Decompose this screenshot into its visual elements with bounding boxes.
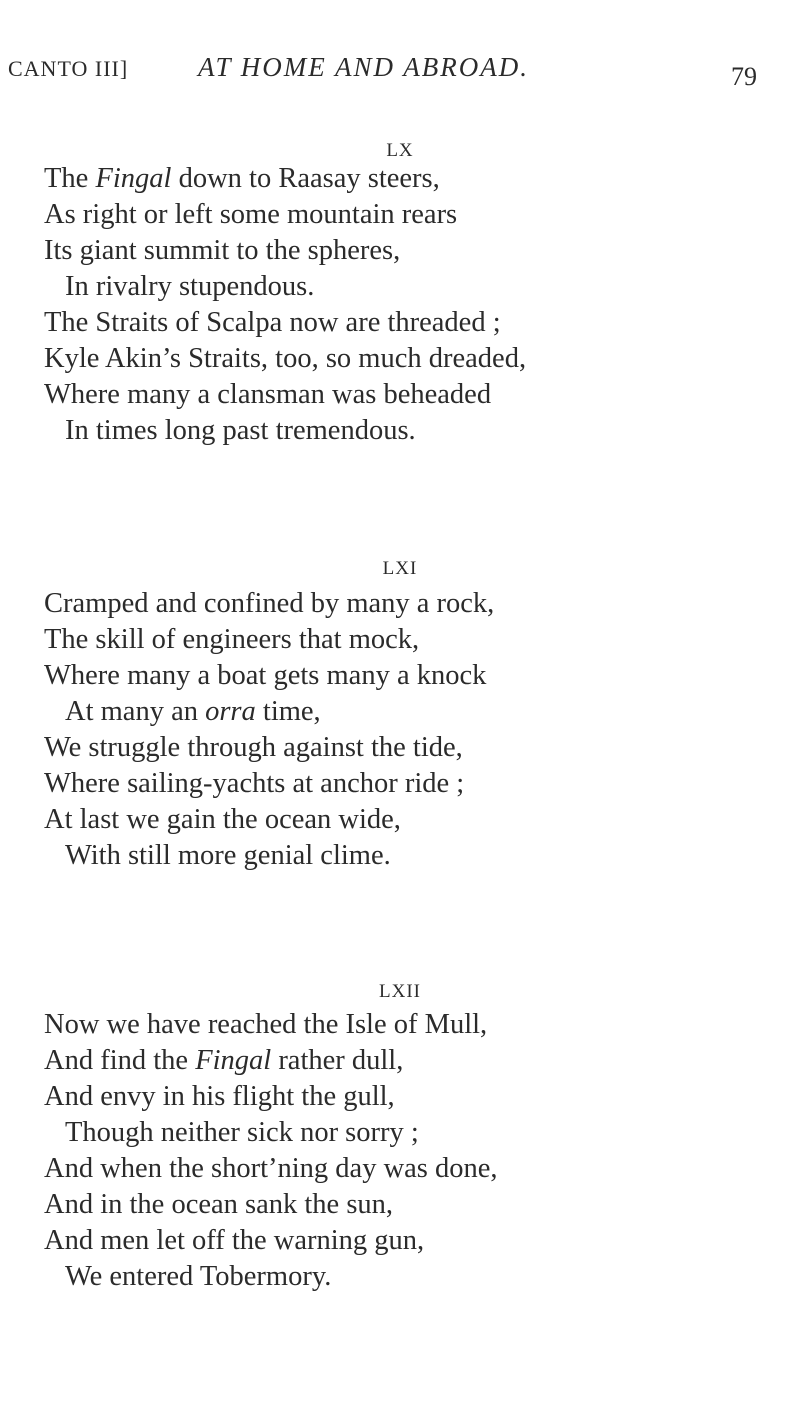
verse-line: At last we gain the ocean wide, [44,804,401,835]
verse-line: Now we have reached the Isle of Mull, [44,1009,488,1040]
verse-line: And find the Fingal rather dull, [44,1045,404,1076]
verse-line: Cramped and confined by many a rock, [44,588,495,619]
book-title: AT HOME AND ABROAD. [198,52,529,82]
verse-line: In rivalry stupendous. [65,271,315,302]
page-number: 79 [731,62,757,91]
verse-line: And men let off the warning gun, [44,1225,425,1256]
verse-line: At many an orra time, [65,696,321,727]
ship-name: Fingal [95,163,172,194]
verse-line: As right or left some mountain rears [44,199,458,230]
verse-line: Where sailing-yachts at anchor ride ; [44,768,465,799]
verse-line: Where many a boat gets many a knock [44,660,487,691]
verse-line: Where many a clansman was beheaded [44,379,492,410]
verse-line: And in the ocean sank the sun, [44,1189,394,1220]
stanza-numeral: LX [386,140,414,161]
verse-line: We entered Tobermory. [65,1261,332,1292]
verse-line: The skill of engineers that mock, [44,624,420,655]
ship-name: Fingal [195,1045,272,1076]
verse-line: And envy in his flight the gull, [44,1081,395,1112]
stanza-numeral: LXI [382,558,418,579]
verse-line: The Fingal down to Raasay steers, [44,163,440,194]
verse-line: We struggle through against the tide, [44,732,463,763]
verse-line: Though neither sick nor sorry ; [65,1117,419,1148]
verse-line: The Straits of Scalpa now are threaded ; [44,307,501,338]
running-head [0,48,800,92]
verse-line: Its giant summit to the spheres, [44,235,401,266]
verse-line: And when the short’ning day was done, [44,1153,498,1184]
verse-line: With still more genial clime. [65,840,391,871]
dialect-word: orra [205,696,256,727]
stanza-numeral: LXII [379,981,421,1002]
verse-line: In times long past tremendous. [65,415,416,446]
verse-line: Kyle Akin’s Straits, too, so much dreaded, [44,343,527,374]
canto-marker: CANTO III] [8,56,129,81]
